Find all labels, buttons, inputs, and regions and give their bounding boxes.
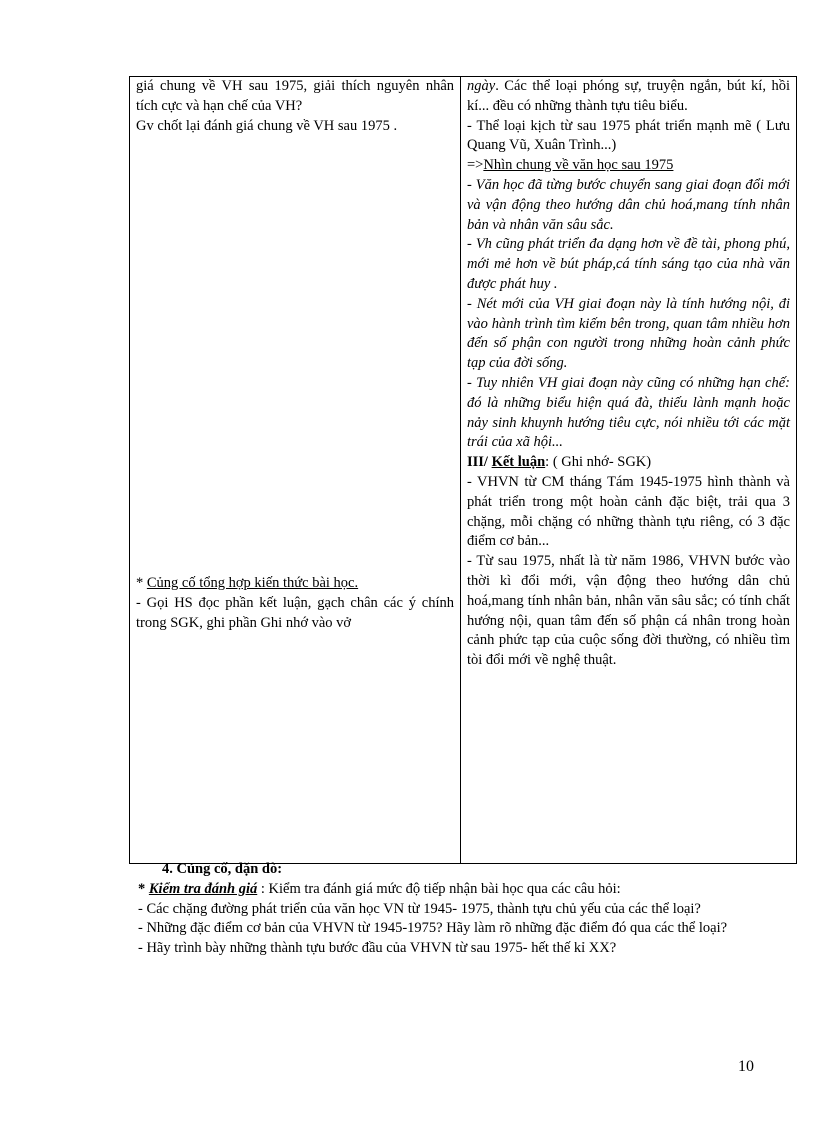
question-item: - Những đặc điểm cơ bản của VHVN từ 1945-1975? Hãy làm rõ những đặc điểm đó qua các thể loại? bbox=[138, 920, 728, 937]
conclusion-point: - VHVN từ CM tháng Tám 1945-1975 hình thành và phát triển trong một hoàn cảnh đặc biệt, trải qua 3 chặng, mỗi chặng có những thành tựu riêng, có 3 đặc điểm cơ bản... bbox=[467, 473, 790, 550]
lesson-table bbox=[129, 76, 797, 864]
assess-line: * Kiểm tra đánh giá : Kiểm tra đánh giá mức độ tiếp nhận bài học qua các câu hỏi: bbox=[138, 880, 621, 897]
italic-point: - Văn học đã từng bước chuyển sang giai đoạn đổi mới và vận động theo hướng dân chủ hoá,mang tính nhân bản và nhân văn sâu sắc. bbox=[467, 176, 790, 233]
right-paragraph: ngày. Các thể loại phóng sự, truyện ngắn, bút kí, hồi kí... đều có những thành tựu tiêu biểu. bbox=[467, 78, 790, 114]
table-row bbox=[130, 77, 797, 864]
italic-point: - Nét mới của VH giai đoạn này là tính hướng nội, đi vào hành trình tìm kiếm bên trong, quan tâm nhiều hơn đến số phận con người trong những hoàn cảnh phức tạp của đời sống. bbox=[467, 295, 790, 372]
conclusion-point: - Từ sau 1975, nhất là từ năm 1986, VHVN bước vào thời kì đổi mới, vận động theo hướng dân chủ hoá,mang tính nhân bản, nhân văn sâu sắc; có tính chất hướng nội, quan tâm đến số phận cá nhân trong hoàn cảnh phức tạp của cuộc sống đời thường, có nhiều tìm tòi đổi mới về nghệ thuật. bbox=[467, 553, 790, 669]
conclusion-heading: Kết luận bbox=[491, 454, 546, 471]
left-paragraph: Gv chốt lại đánh giá chung về VH sau 1975 . bbox=[136, 117, 398, 134]
italic-point: - Vh cũng phát triển đa dạng hơn về đề tài, phong phú, mới mẻ hơn về bút pháp,cá tính sáng tạo của nhà văn được phát huy . bbox=[467, 236, 790, 292]
overview-heading-line: =>Nhìn chung về văn học sau 1975 bbox=[467, 157, 674, 174]
section-4 bbox=[138, 860, 760, 959]
consolidate-heading-line: * Củng cố tổng hợp kiến thức bài học. bbox=[136, 575, 359, 591]
consolidate-text: - Gọi HS đọc phần kết luận, gạch chân các ý chính trong SGK, ghi phần Ghi nhớ vào vở bbox=[136, 594, 454, 631]
right-paragraph: - Thể loại kịch từ sau 1975 phát triển mạnh mẽ ( Lưu Quang Vũ, Xuân Trình...) bbox=[467, 117, 790, 154]
italic-point: - Tuy nhiên VH giai đoạn này cũng có những hạn chế: đó là những biểu hiện quá đà, thiếu lành mạnh hoặc nảy sinh khuynh hướng tiêu cực, nói nhiều tới các mặt trái của xã hội... bbox=[467, 374, 790, 451]
teacher-activity-cell bbox=[130, 77, 461, 864]
section-4-heading: 4. Củng cố, dặn dò: bbox=[162, 861, 283, 877]
assess-label: Kiểm tra đánh giá bbox=[148, 880, 258, 897]
content-cell bbox=[461, 77, 797, 864]
question-item: - Hãy trình bày những thành tựu bước đầu của VHVN từ sau 1975- hết thế kỉ XX? bbox=[138, 940, 617, 957]
page-number: 10 bbox=[738, 1058, 754, 1075]
consolidate-heading: Củng cố tổng hợp kiến thức bài học. bbox=[146, 575, 359, 591]
consolidate-block bbox=[136, 574, 454, 633]
question-item: - Các chặng đường phát triển của văn học VN từ 1945- 1975, thành tựu chủ yếu của các thể loại? bbox=[138, 900, 701, 917]
left-paragraph: giá chung về VH sau 1975, giải thích nguyên nhân tích cực và hạn chế của VH? bbox=[136, 78, 454, 114]
overview-heading: Nhìn chung về văn học sau 1975 bbox=[483, 157, 674, 174]
conclusion-heading-line: III/ Kết luận: ( Ghi nhớ- SGK) bbox=[467, 454, 652, 471]
